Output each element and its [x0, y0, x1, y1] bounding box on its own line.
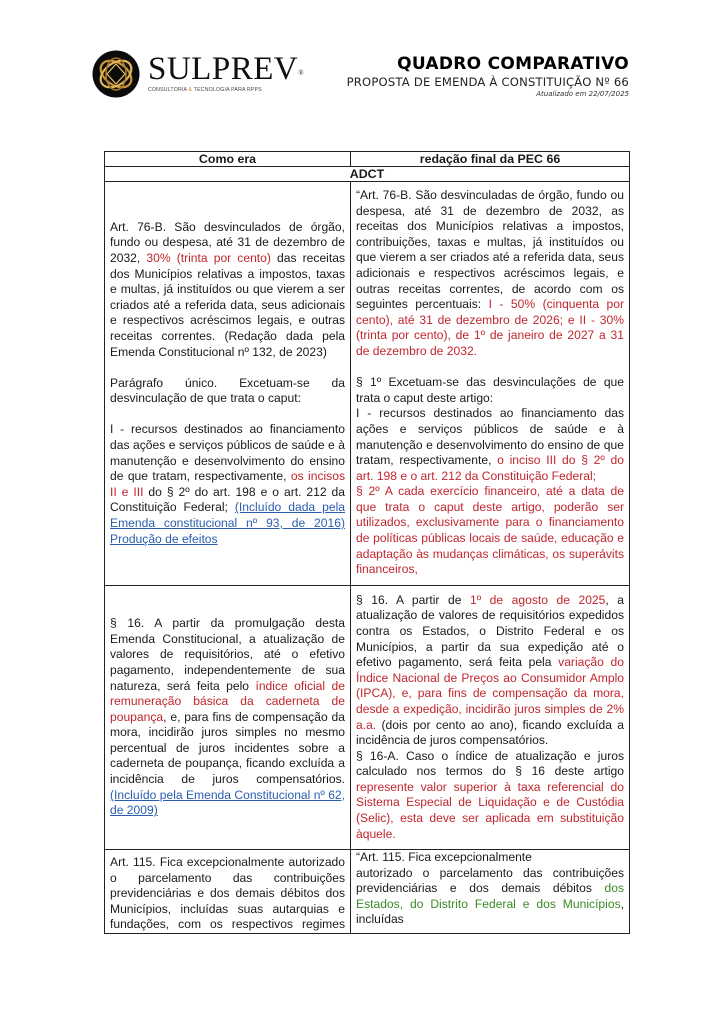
changed-text: 1º de agosto de 2025	[469, 592, 606, 607]
registered-mark: ®	[298, 69, 305, 77]
paragraph	[356, 749, 624, 843]
changed-text: I - 50% (cinquenta por cento), até 31 de dezembro de 2026; e II - 30% (trinta por cento), de 1º de janeiro de 2027 a 31 de dezembro de 2032.	[356, 297, 624, 358]
paragraph	[356, 188, 624, 360]
changed-text: 30% (trinta por cento)	[146, 250, 271, 265]
paragraph	[356, 593, 624, 749]
changed-text: represente valor superior à taxa referencial do Sistema Especial de Liquidação e de Custódia (Selic), esta deve ser aplicada em substituição àquele.	[356, 779, 624, 841]
table-header-row	[105, 152, 630, 167]
text: autorizado o parcelamento das contribuições previdenciárias e dos demais débitos	[356, 865, 624, 896]
text: do § 2º do art. 198 e o art. 212 da Constituição Federal;	[110, 484, 345, 515]
cell-new	[351, 850, 630, 934]
table-row	[105, 586, 630, 850]
paragraph	[110, 422, 345, 547]
sulprev-logo-icon	[92, 50, 140, 98]
cell-new	[351, 182, 630, 586]
table-row	[105, 182, 630, 586]
text: I - recursos destinados ao financiamento das ações e serviços públicos de saúde e à manutenção e desenvolvimento do ensino de que tratam, respectivamente,	[110, 422, 345, 484]
cell-old	[105, 182, 351, 586]
amendment-link[interactable]: (Incluído pela Emenda Constitucional nº 62, de 2009)	[110, 787, 346, 818]
column-header-new: redação final da PEC 66	[351, 152, 630, 167]
brand	[148, 52, 304, 93]
paragraph	[110, 616, 345, 819]
text: Art. 76-B. São desvinculados de órgão, fundo ou despesa, até 31 de dezembro de 2032,	[110, 219, 345, 265]
changed-text: variação do Índice Nacional de Preços ao Consumidor Amplo (IPCA), e, para fins de compensação da mora, desde a expedição, incidirão juros simples de 2% a.a.	[356, 655, 624, 732]
cell-old	[105, 850, 351, 934]
text: das receitas dos Municípios relativas a impostos, taxas e multas, já instituídos ou que vierem a ser criados até a referida data, seus adicionais e respectivos acréscimos legais, e outras receitas correntes. (Redação dada pela Emenda Constitucional nº 132, de 2023)	[110, 250, 345, 359]
tagline-ampersand: &	[188, 87, 193, 93]
effects-link[interactable]: Produção de efeitos	[110, 531, 218, 546]
text: § 16. A partir de	[356, 592, 470, 607]
paragraph: § 1º Excetuam-se das desvinculações de que trata o caput deste artigo:	[356, 375, 624, 405]
brand-name	[148, 52, 304, 86]
text: (dois por cento ao ano), ficando excluída a incidência de juros compensatórios.	[356, 717, 624, 748]
text: “Art. 76-B. São desvinculadas de órgão, fundo ou despesa, até 31 de dezembro de 2032, as receitas dos Municípios relativas a impostos, contribuições, taxas e multas, já instituídos ou que vierem a ser criados até a referida data, seus adicionais e respectivos acréscimos legais, e outras receitas correntes, de acordo com os seguintes percentuais:	[356, 188, 624, 312]
cell-new	[351, 586, 630, 850]
text: § 16-A. Caso o índice de atualização e juros calculado nos termos do § 16 deste artigo	[356, 748, 624, 779]
paragraph: Art. 115. Fica excepcionalmente autorizado o parcelamento das contribuições previdenciárias e dos demais débitos dos Municípios, incluídas suas autarquias e fundações, com os respectivos regimes	[110, 855, 345, 932]
amendment-link[interactable]: (Incluído dada pela Emenda constitucional nº 93, de 2016)	[110, 500, 345, 531]
brand-tagline	[148, 87, 304, 93]
tagline-part: TECNOLOGIA PARA RPPS	[192, 87, 262, 93]
text: I - recursos destinados ao financiamento das ações e serviços públicos de saúde e à manutenção e desenvolvimento do ensino de que tratam, respectivamente,	[356, 406, 624, 468]
table-row	[105, 850, 630, 934]
comparison-table	[104, 151, 630, 934]
text: § 16. A partir da promulgação desta Emenda Constitucional, a atualização de valores de requisitórios, até o efetivo pagamento, independentemente de sua natureza, será feita pelo	[110, 616, 345, 693]
text: , a atualização de valores de requisitórios expedidos contra os Estados, o Distrito Federal e os Municípios, a partir da sua expedição até o efetivo pagamento, será feita pela	[356, 592, 625, 670]
document-title: QUADRO COMPARATIVO	[397, 54, 629, 74]
brand-name-text: SULPREV	[148, 51, 299, 87]
paragraph: § 2º A cada exercício financeiro, até a data de que trata o caput deste artigo, poderão ser utilizados, exclusivamente para o financiamento de políticas públicas locais de saúde, educação e adaptação às mudanças climáticas, os superávits financeiros,	[356, 484, 624, 577]
paragraph: Parágrafo único. Excetuam-se da desvinculação de que trata o caput:	[110, 375, 345, 406]
paragraph	[110, 220, 345, 360]
paragraph: “Art. 115. Fica excepcionalmente	[356, 850, 532, 864]
paragraph	[356, 406, 624, 484]
updated-date: Atualizado em 22/07/2025	[536, 90, 629, 98]
document-subtitle: PROPOSTA DE EMENDA À CONSTITUIÇÃO Nº 66	[346, 75, 629, 89]
tagline-part: CONSULTORIA	[148, 87, 189, 93]
changed-text: índice oficial de remuneração básica da caderneta de poupança	[110, 678, 345, 724]
section-row	[105, 167, 630, 182]
column-header-old: Como era	[105, 152, 351, 167]
document-header	[347, 54, 629, 99]
paragraph	[356, 866, 624, 928]
text: , e, para fins de compensação da mora, incidirão juros simples no mesmo percentual de juros incidentes sobre a caderneta de poupança, ficando excluída a incidência de juros compensatórios.	[110, 709, 345, 787]
changed-text: os incisos II e III	[110, 469, 345, 499]
changed-text: o inciso III do § 2º do art. 198 e o art. 212 da Constituição Federal;	[356, 453, 624, 483]
changed-text: dos Estados, do Distrito Federal e dos Municípios	[356, 881, 624, 911]
section-title: ADCT	[105, 167, 630, 182]
text: , incluídas	[356, 896, 624, 927]
cell-old	[105, 586, 351, 850]
